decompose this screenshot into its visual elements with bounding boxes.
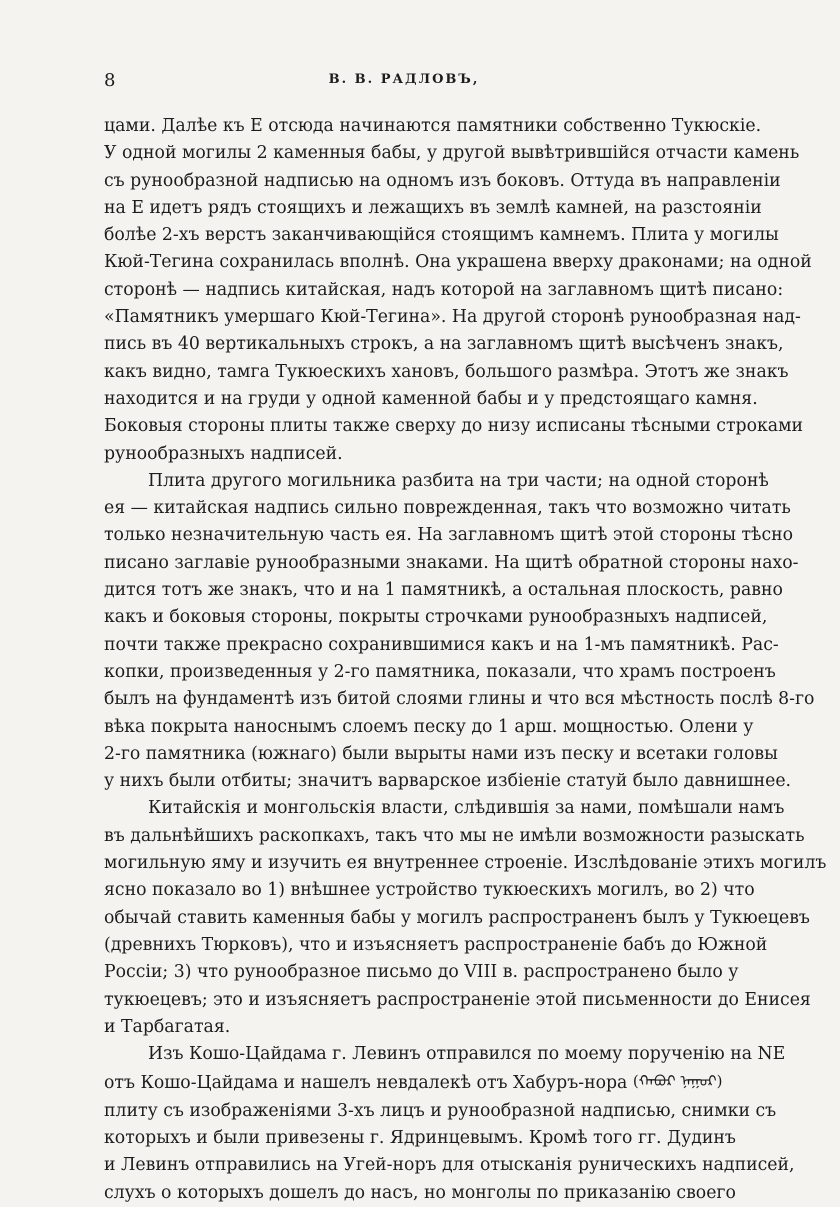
text-line: въ дальнѣйшихъ раскопкахъ, такъ что мы не имѣли возможности разыскать	[104, 825, 805, 846]
text-line: которыхъ и были привезены г. Ядринцевымъ. Кромѣ того гг. Дудинъ	[104, 1127, 736, 1148]
text-line: Китайскія и монгольскія власти, слѣдившія за нами, помѣшали намъ	[148, 798, 785, 819]
paragraph-3	[104, 795, 827, 1041]
text-line: (древнихъ Тюрковъ), что и изъясняетъ распространеніе бабъ до Южной	[104, 934, 768, 955]
text-line: Боковыя стороны плиты также сверху до низу исписаны тѣсными строками	[104, 416, 804, 437]
paragraph-2	[104, 468, 815, 796]
text-line: сторонѣ — надпись китайская, надъ которой на заглавномъ щитѣ писано:	[104, 279, 784, 300]
text-line: какъ видно, тамга Тукюескихъ хановъ, большого размѣра. Этотъ же знакъ	[104, 361, 789, 382]
text-line: «Памятникъ умершаго Кюй-Тегина». На другой сторонѣ рунообразная над-	[104, 307, 801, 328]
text-line: плиту съ изображеніями 3-хъ лицъ и рунообразной надписью, снимки съ	[104, 1100, 777, 1121]
text-line: пись въ 40 вертикальныхъ строкъ, а на заглавномъ щитѣ высѣченъ знакъ,	[104, 334, 784, 355]
page-header	[104, 70, 704, 96]
text-line: Россіи; 3) что рунообразное письмо до VIII в. распространено было у	[104, 962, 739, 983]
text-line-with-glyph	[104, 1068, 723, 1097]
text-line: и Левинъ отправились на Угей-норъ для отысканія руническихъ надписей,	[104, 1155, 795, 1176]
page-body	[104, 113, 827, 1207]
paragraph-4	[104, 1041, 795, 1207]
text-line: ея — китайская надпись сильно поврежденная, такъ что возможно читать	[104, 498, 791, 519]
text-line: цами. Далѣе къ Е отсюда начинаются памятники собственно Тукюскіе.	[104, 116, 762, 136]
text-line: у нихъ были отбиты; значитъ варварское избіеніе статуй было давнишнее.	[104, 771, 792, 792]
text-line: только незначительную часть ея. На заглавномъ щитѣ этой стороны тѣсно	[104, 525, 794, 546]
text-line: вѣка покрыта наноснымъ слоемъ песку до 1 арш. мощностью. Олени у	[104, 716, 754, 737]
text-line: болѣе 2-хъ верстъ заканчивающійся стоящимъ камнемъ. Плита у могилы	[104, 225, 779, 246]
text-line: дится тотъ же знакъ, что и на 1 памятникѣ, а остальная плоскость, равно	[104, 580, 783, 601]
text-line: Плита другого могильника разбита на три части; на одной сторонѣ	[148, 470, 769, 491]
text-line: и Тарбагатая.	[104, 1016, 231, 1037]
text-line: У одной могилы 2 каменныя бабы, у другой вывѣтрившійся отчасти камень	[104, 143, 800, 164]
text-line: Кюй-Тегина сохранилась вполнѣ. Она украшена вверху драконами; на одной	[104, 252, 812, 273]
mongolian-script-inline: (ᠬᠠᠪᠤᠷ ᠨᠠᠭᠤᠷ)	[632, 1072, 723, 1091]
text-line: съ рунообразной надписью на одномъ изъ боковъ. Оттуда въ направленіи	[104, 170, 781, 191]
text-line: на Е идетъ рядъ стоящихъ и лежащихъ въ землѣ камней, на разстояніи	[104, 197, 762, 218]
text-segment: отъ Кошо-Цайдама и нашелъ невдалекѣ отъ Хабуръ-нора	[104, 1073, 628, 1094]
text-line: тукюецевъ; это и изъясняетъ распространеніе этой письменности до Енисея	[104, 989, 811, 1010]
text-line: копки, произведенныя у 2-го памятника, показали, что храмъ построенъ	[104, 661, 776, 682]
text-line: писано заглавіе рунообразными знаками. На щитѣ обратной стороны нахо-	[104, 552, 799, 573]
text-line: былъ на фундаментѣ изъ битой слоями глины и что вся мѣстность послѣ 8-го	[104, 689, 815, 710]
text-line: почти также прекрасно сохранившимися какъ и на 1-мъ памятникѣ. Рас-	[104, 634, 779, 655]
text-line: рунообразныхъ надписей.	[104, 443, 343, 464]
text-line: могильную яму и изучить ея внутреннее строеніе. Изслѣдованіе этихъ могилъ	[104, 853, 827, 874]
paragraph-1	[104, 113, 812, 468]
text-line: Изъ Кошо-Цайдама г. Левинъ отправился по моему порученію на NE	[148, 1044, 786, 1065]
page-number: 8	[104, 70, 116, 91]
running-title: В. В. РАДЛОВЪ,	[328, 72, 480, 87]
text-line: находится и на груди у одной каменной бабы и у предстоящаго камня.	[104, 388, 758, 409]
text-line: какъ и боковыя стороны, покрыты строчками рунообразныхъ надписей,	[104, 607, 768, 628]
text-line: слухъ о которыхъ дошелъ до насъ, но монголы по приказанію своего	[104, 1182, 736, 1203]
text-line: обычай ставить каменныя бабы у могилъ распространенъ былъ у Тукюецевъ	[104, 907, 810, 928]
text-line: ясно показало во 1) внѣшнее устройство тукюескихъ могилъ, во 2) что	[104, 880, 755, 901]
text-line: 2-го памятника (южнаго) были вырыты нами изъ песку и всетаки головы	[104, 743, 778, 764]
